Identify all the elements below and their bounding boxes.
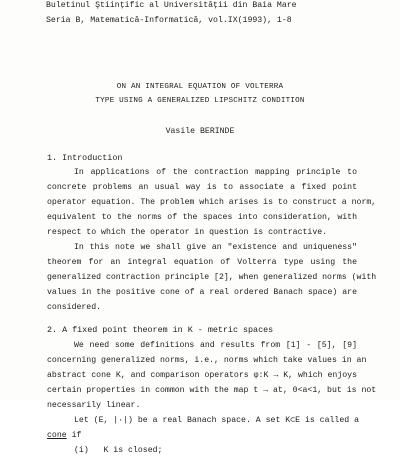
section-1-para-2-line-5: considered. xyxy=(47,303,102,312)
journal-header-line-2: Seria B, Matematică-Informatică, vol.IX(1993), 1-8 xyxy=(46,16,292,25)
journal-header-line-1: Buletinul Ştiinţific al Universităţii din Baia Mare xyxy=(46,1,297,10)
section-1-para-2-line-3: generalized contraction principle [2], when generalized norms (with xyxy=(47,273,377,282)
section-1-para-1-line-5: respect to which the operator in question is contractive. xyxy=(47,228,328,237)
section-1-heading: 1. Introduction xyxy=(47,153,123,163)
section-2-para-1-line-1: We need some definitions and results from [1] - [5], [9] xyxy=(74,341,357,350)
section-1-para-2-line-1: In this note we shall give an "existence and uniqueness" xyxy=(74,243,357,252)
section-1-para-1-line-3: operator equation. The problem which arises is to construct a norm, xyxy=(47,198,377,207)
section-1-para-2-line-4: values in the positive cone of a real ordered Banach space) are xyxy=(47,288,357,297)
cone-term-suffix: if xyxy=(66,431,82,440)
cone-condition-item-i: (i) K is closed; xyxy=(74,446,163,455)
author-name: Vasile BERINDE xyxy=(165,127,235,136)
section-1-para-1-line-1: In applications of the contraction mapping principle to xyxy=(74,168,357,177)
section-2-para-1-line-3: abstract cone K, and comparison operators φ:K → K, which enjoys xyxy=(47,371,357,380)
section-2-para-2-line-1: Let (E, |·|) be a real Banach space. A set K⊂E is called a xyxy=(74,416,359,425)
section-1-para-1-line-4: equivalent to the norms of the spaces into consideration, with xyxy=(47,213,357,222)
section-1-para-1-line-2: concrete problems an usual way is to associate a fixed point xyxy=(47,183,357,192)
cone-term: cone xyxy=(47,431,67,440)
section-2-para-2-line-2 xyxy=(47,431,81,441)
section-2-para-1-line-4: certain properties in common with the map t → at, 0<a<1, but is not xyxy=(47,386,377,395)
section-2-heading: 2. A fixed point theorem in K - metric spaces xyxy=(47,325,274,335)
paper-title-line-1: ON AN INTEGRAL EQUATION OF VOLTERRA xyxy=(116,83,284,91)
paper-title-line-2: TYPE USING A GENERALIZED LIPSCHITZ CONDITION xyxy=(95,97,305,105)
section-1-para-2-line-2: theorem for an integral equation of Volterra type using the xyxy=(47,258,357,267)
section-2-para-1-line-5: necessarily linear. xyxy=(47,401,141,410)
section-2-para-1-line-2: concerning generalized norms, i.e., norms which take values in an xyxy=(47,356,367,365)
